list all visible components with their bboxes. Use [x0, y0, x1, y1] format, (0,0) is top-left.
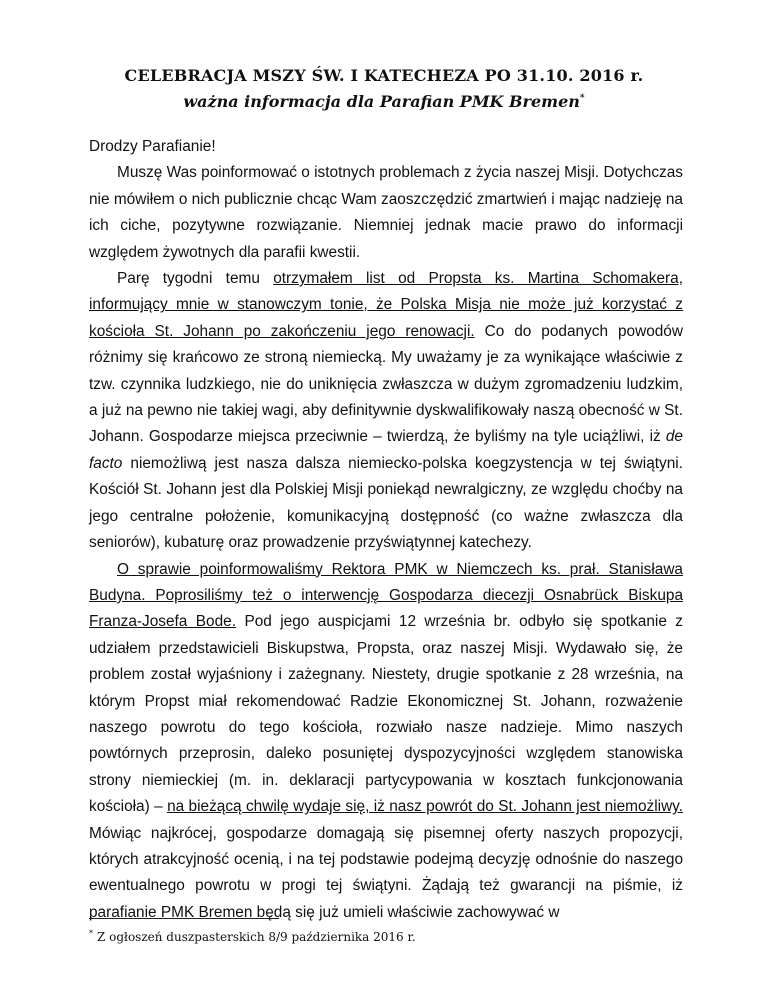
document-subtitle: [0, 92, 768, 111]
paragraph-2: [89, 266, 683, 556]
paragraph-3-text-b: Pod jego auspicjami 12 września br. odbyło się spotkanie z udziałem przedstawicieli Biskupstwa, Propsta, oraz naszej Misji. Wydawało się, że problem został wyjaśniony i zażegnany. Niestety, drugie spotkanie z 28 września, na którym Propst miał rekomendować Radzie Ekonomicznej St. Johann, rozważenie naszego powrotu do tego kościoła, rozwiało nasze nadzieje. Mimo naszych powtórnych przeprosin, daleko posuniętej dyspozycyjności względem stanowiska strony niemieckiej (m. in. deklaracji partycypowania w kosztach funkcjonowania kościoła) –: [89, 613, 683, 816]
document-title: CELEBRACJA MSZY ŚW. I KATECHEZA PO 31.10. 2016 r.: [124, 66, 644, 85]
paragraph-2-text-b: Co do podanych powodów różnimy się krańcowo ze stroną niemiecką. My uważamy je za wynikające właściwie z tzw. czynnika ludzkiego, nie do uniknięcia zwłaszcza w dużym zgromadzeniu ludzkim, a już na pewno nie takiej wagi, aby definitywnie dyskwalifikowały naszą obecność w St. Johann. Gospodarze miejsca przeciwnie – twierdzą, że byliśmy na tyle uciążliwi, iż: [89, 322, 683, 446]
paragraph-1: Muszę Was poinformować o istotnych problemach z życia naszej Misji. Dotychczas nie mówiłem o nich publicznie chcąc Wam zaoszczędzić zmartwień i mając nadzieję na ich ciche, pozytywne rozwiązanie. Niemniej jednak macie prawo do informacji względem żywotnych dla parafii kwestii.: [89, 164, 683, 261]
paragraph-3: [89, 557, 683, 927]
paragraph-2-underlined: otrzymałem list od Propsta ks. Martina Schomakera, informujący mnie w stanowczym tonie, że Polska Misja nie może już korzystać z kościoła St. Johann po zakończeniu jego renowacji.: [89, 270, 683, 340]
footnote: [89, 929, 416, 944]
footnote-mark: *: [89, 929, 93, 938]
paragraph-2-text-a: Parę tygodni temu: [117, 270, 274, 288]
footnote-divider: [89, 918, 279, 919]
subtitle-text: ważna informacja dla Parafian PMK Bremen: [183, 92, 580, 111]
paragraph-3-underlined: O sprawie poinformowaliśmy Rektora PMK w Niemczech ks. prał. Stanisława Budyna. Poprosiliśmy też o interwencję Gospodarza diecezji Osnabrück Biskupa Franza-Josefa Bode.: [89, 560, 683, 631]
salutation: Drodzy Parafianie!: [89, 138, 216, 155]
paragraph-2-italic: de facto: [89, 428, 683, 472]
paragraph-3-text-c: Mówiąc najkrócej, gospodarze domagają się pisemnej oferty naszych propozycji, których atrakcyjność ocenią, i na tej podstawie podejmą decyzję odnośnie do naszego ewentualnego powrotu w progi tej świątyni. Żądają też gwarancji na piśmie, iż parafianie PMK Bremen będą się już umieli właściwie zachowywać w: [89, 824, 683, 921]
paragraph-3-underlined-2: na bieżącą chwilę wydaje się, iż nasz powrót do St. Johann jest niemożliwy.: [167, 798, 684, 816]
paragraph-2-text-c: niemożliwą jest nasza dalsza niemiecko-polska koegzystencja w tej świątyni. Kościół St. Johann jest dla Polskiej Misji poniekąd newralgiczny, ze względu choćby na jego centralne położenie, komunikacyjną dostępność (co ważne zwłaszcza dla seniorów), kubaturę oraz prowadzenie przyświątynnej katechezy.: [89, 454, 683, 552]
footnote-reference[interactable]: *: [579, 93, 585, 104]
footnote-text: Z ogłoszeń duszpasterskich 8/9 października 2016 r.: [97, 930, 416, 944]
document-body: [89, 134, 683, 926]
